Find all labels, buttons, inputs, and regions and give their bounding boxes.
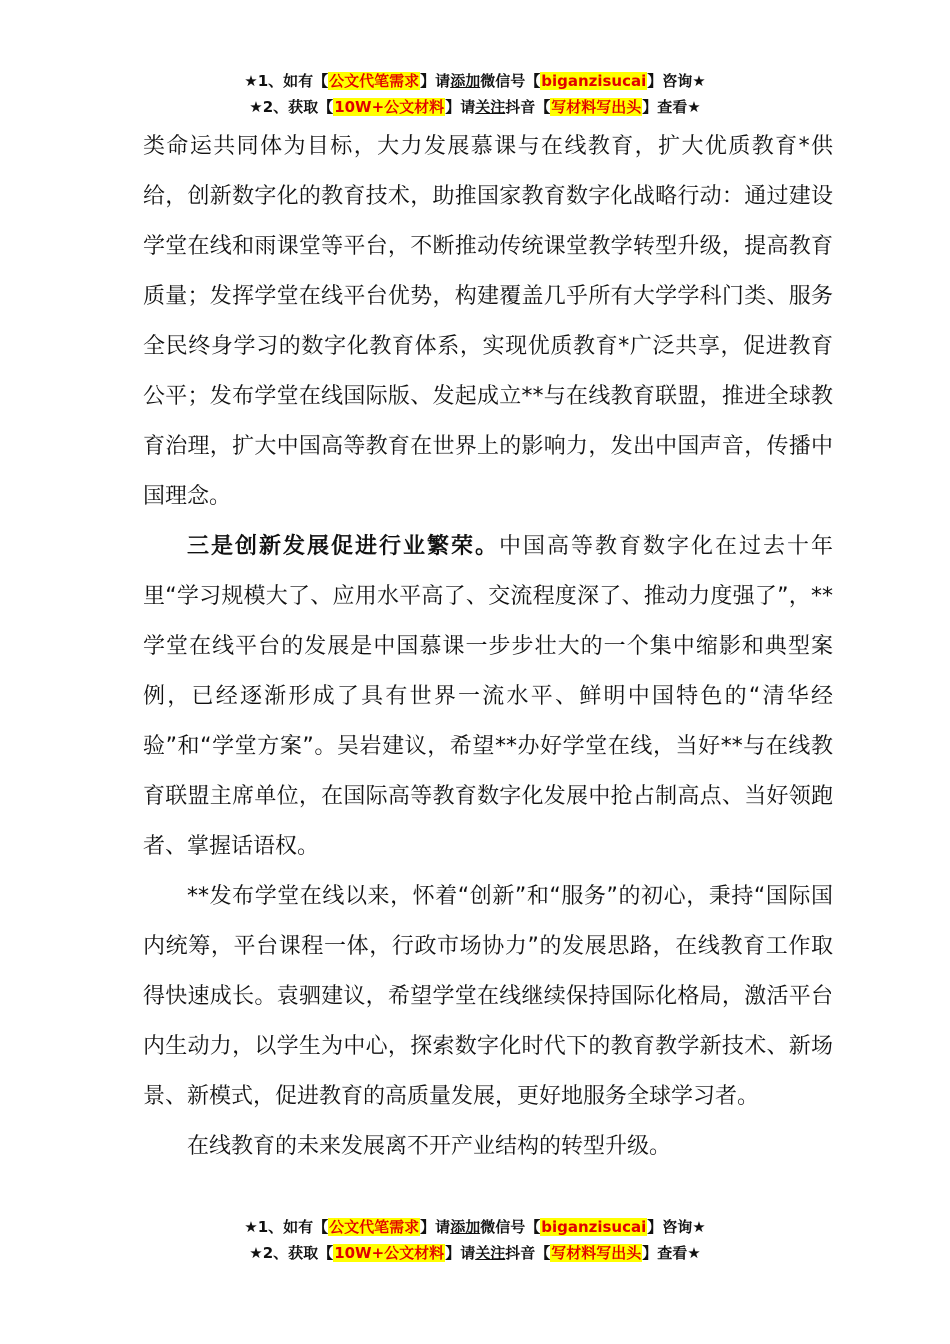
promo-text: 微信号【 (480, 72, 541, 90)
promo-highlight: 公文代笔需求 (329, 72, 420, 90)
promo-underline: 添加 (450, 72, 481, 90)
promo-text: ★2、获取【 (249, 98, 334, 116)
promo-text: 】咨询★ (647, 1218, 706, 1236)
promo-text: ★2、获取【 (249, 1244, 334, 1262)
paragraph-1: 类命运共同体为目标，大力发展慕课与在线教育，扩大优质教育*供给，创新数字化的教育技术，助推国家教育数字化战略行动：通过建设学堂在线和雨课堂等平台，不断推动传统课堂教学转型升级，提高教育质量；发挥学堂在线平台优势，构建覆盖几乎所有大学学科门类、服务全民终身学习的数字化教育体系，实现优质教育*广泛共享，促进教育公平；发布学堂在线国际版、发起成立**与在线教育联盟，推进全球教育治理，扩大中国高等教育在世界上的影响力，发出中国声音，传播中国理念。 (143, 134, 833, 509)
promo-line-1 (0, 1214, 950, 1240)
promo-wechat-id: biganzisucai (541, 72, 647, 90)
paragraph-2 (143, 522, 833, 872)
promo-line-2 (0, 94, 950, 120)
promo-text: 】咨询★ (647, 72, 706, 90)
promo-line-2 (0, 1240, 950, 1266)
paragraph-2-heading: 三是创新发展促进行业繁荣。 (187, 534, 499, 559)
promo-text: 】请 (420, 1218, 451, 1236)
top-promo-banner (0, 68, 950, 120)
paragraph-3: **发布学堂在线以来，怀着“创新”和“服务”的初心，秉持“国际国内统筹，平台课程一体，行政市场协力”的发展思路，在线教育工作取得快速成长。袁驷建议，希望学堂在线继续保持国际化格局，激活平台内生动力，以学生为中心，探索数字化时代下的教育教学新技术、新场景、新模式，促进教育的高质量发展，更好地服务全球学习者。 (143, 884, 833, 1109)
promo-text: 抖音【 (505, 1244, 551, 1262)
promo-text: 抖音【 (505, 98, 551, 116)
promo-underline: 关注 (475, 98, 506, 116)
promo-text: 】查看★ (642, 1244, 701, 1262)
promo-highlight: 10W+公文材料 (334, 1244, 445, 1262)
promo-highlight: 10W+公文材料 (334, 98, 445, 116)
promo-line-1 (0, 68, 950, 94)
promo-wechat-id: biganzisucai (541, 1218, 647, 1236)
promo-text: 】查看★ (642, 98, 701, 116)
promo-douyin-id: 写材料写出头 (551, 98, 642, 116)
promo-text: ★1、如有【 (244, 1218, 329, 1236)
document-body (143, 122, 833, 1172)
paragraph-4: 在线教育的未来发展离不开产业结构的转型升级。 (187, 1134, 672, 1159)
promo-douyin-id: 写材料写出头 (551, 1244, 642, 1262)
promo-text: 微信号【 (480, 1218, 541, 1236)
promo-highlight: 公文代笔需求 (329, 1218, 420, 1236)
bottom-promo-banner (0, 1214, 950, 1266)
promo-underline: 添加 (450, 1218, 481, 1236)
promo-text: ★1、如有【 (244, 72, 329, 90)
paragraph-2-body: 中国高等教育数字化在过去十年里“学习规模大了、应用水平高了、交流程度深了、推动力度强了”，**学堂在线平台的发展是中国慕课一步步壮大的一个集中缩影和典型案例，已经逐渐形成了具有世界一流水平、鲜明中国特色的“清华经验”和“学堂方案”。吴岩建议，希望**办好学堂在线，当好**与在线教育联盟主席单位，在国际高等教育数字化发展中抢占制高点、当好领跑者、掌握话语权。 (143, 534, 833, 859)
promo-underline: 关注 (475, 1244, 506, 1262)
promo-text: 】请 (445, 1244, 476, 1262)
promo-text: 】请 (420, 72, 451, 90)
promo-text: 】请 (445, 98, 476, 116)
